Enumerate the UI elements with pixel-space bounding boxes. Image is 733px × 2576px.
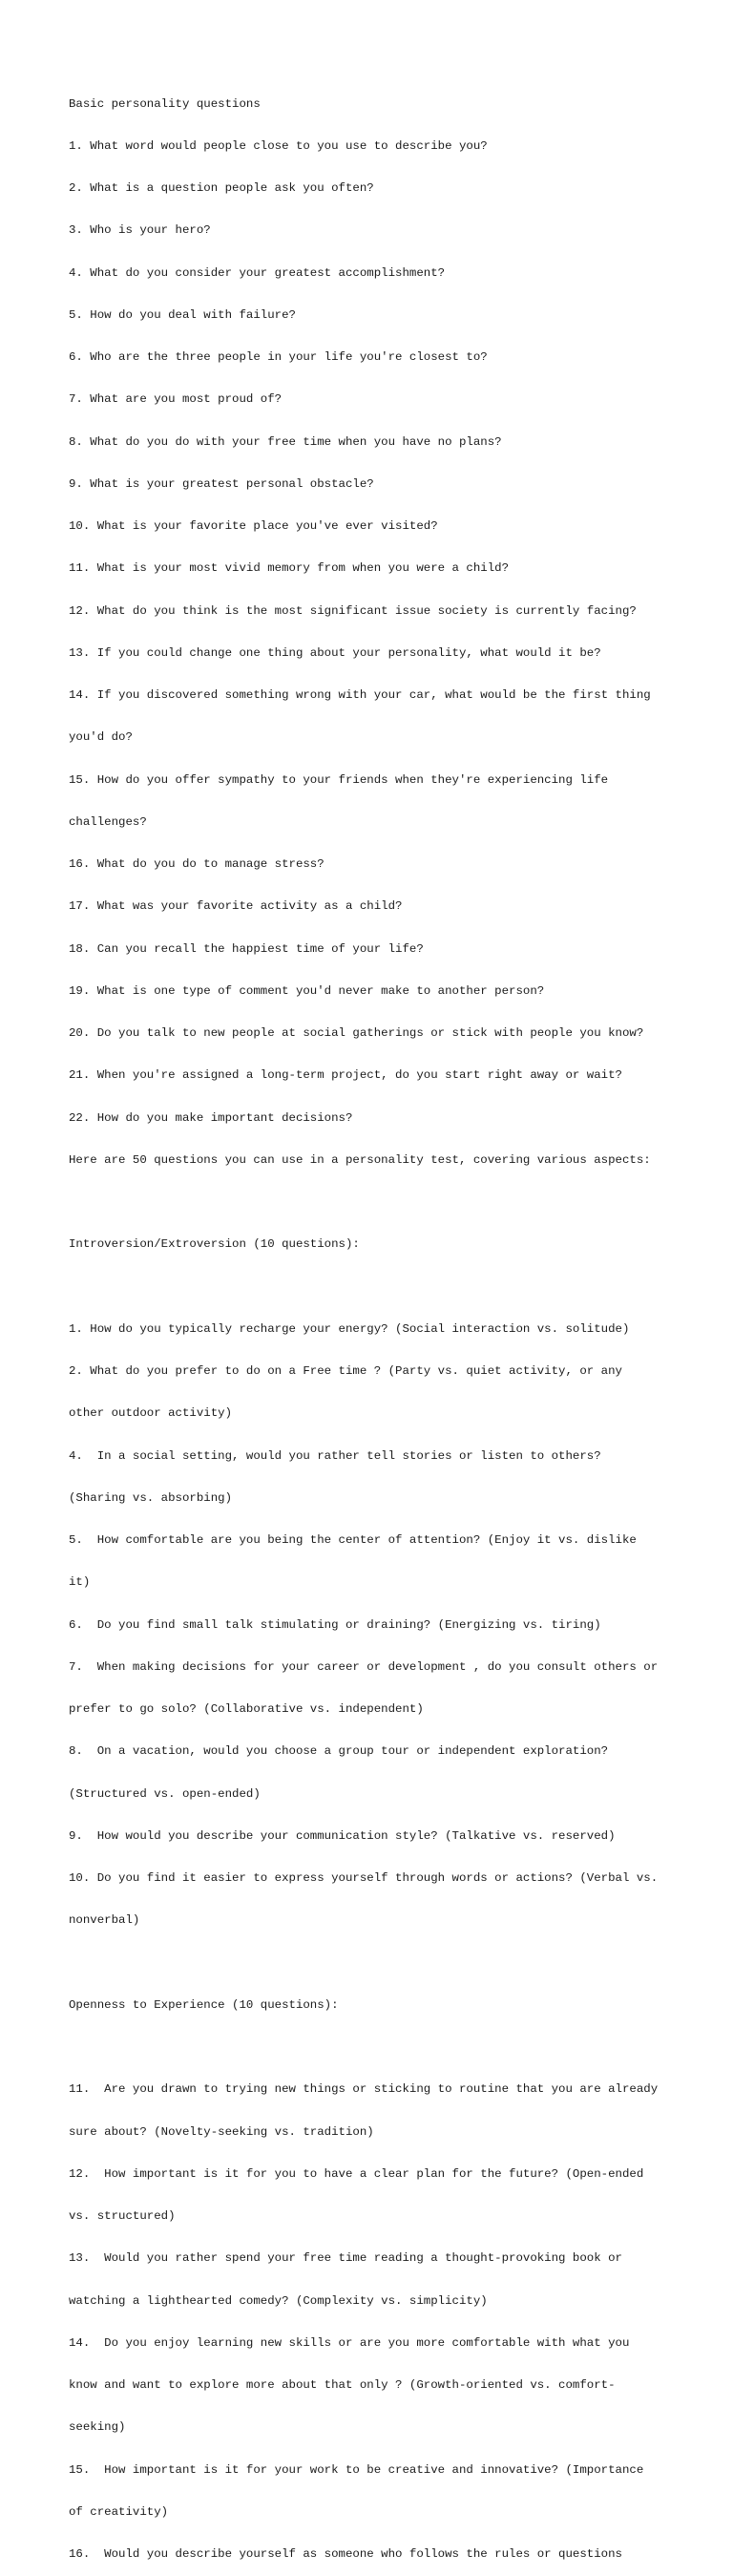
text-line: 12. How important is it for you to have a clear plan for the future? (Open-ended xyxy=(69,2166,644,2181)
text-line: vs. structured) xyxy=(69,2209,176,2223)
text-line: 14. If you discovered something wrong with your car, what would be the first thing xyxy=(69,688,651,702)
text-line: 15. How important is it for your work to be creative and innovative? (Importance xyxy=(69,2462,644,2477)
text-line: 6. Do you find small talk stimulating or draining? (Energizing vs. tiring) xyxy=(69,1617,601,1632)
text-line: 22. How do you make important decisions? xyxy=(69,1110,353,1125)
text-line: 4. In a social setting, would you rather tell stories or listen to others? xyxy=(69,1448,601,1463)
text-line: 10. What is your favorite place you've ever visited? xyxy=(69,519,438,533)
text-line: it) xyxy=(69,1575,91,1590)
text-line: 19. What is one type of comment you'd never make to another person? xyxy=(69,983,545,998)
blank-line xyxy=(69,1956,680,1971)
text-line: 15. How do you offer sympathy to your friends when they're experiencing life xyxy=(69,772,609,787)
text-line: 13. Would you rather spend your free time reading a thought-provoking book or xyxy=(69,2251,622,2266)
text-line: 18. Can you recall the happiest time of your life? xyxy=(69,941,424,956)
text-line: challenges? xyxy=(69,814,147,829)
text-line: 20. Do you talk to new people at social gatherings or stick with people you know? xyxy=(69,1026,644,1040)
text-line: seeking) xyxy=(69,2420,126,2435)
text-line: 16. Would you describe yourself as someone who follows the rules or questions xyxy=(69,2547,622,2561)
text-line: 5. How comfortable are you being the center of attention? (Enjoy it vs. dislike xyxy=(69,1533,637,1547)
text-line: (Structured vs. open-ended) xyxy=(69,1786,261,1801)
text-line: 5. How do you deal with failure? xyxy=(69,307,296,322)
text-line: 21. When you're assigned a long-term project, do you start right away or wait? xyxy=(69,1068,622,1083)
text-line: 1. What word would people close to you use to describe you? xyxy=(69,138,488,153)
text-line: 11. Are you drawn to trying new things or sticking to routine that you are already xyxy=(69,2082,659,2097)
section-heading: Openness to Experience (10 questions): xyxy=(69,1997,339,2012)
text-line: watching a lighthearted comedy? (Complexity vs. simplicity) xyxy=(69,2293,488,2308)
text-line: other outdoor activity) xyxy=(69,1406,233,1421)
text-line: 8. What do you do with your free time when you have no plans? xyxy=(69,434,502,449)
text-line: 2. What do you prefer to do on a Free time ? (Party vs. quiet activity, or any xyxy=(69,1364,622,1378)
text-line: know and want to explore more about that only ? (Growth-oriented vs. comfort- xyxy=(69,2378,616,2392)
text-line: 12. What do you think is the most significant issue society is currently facing? xyxy=(69,603,637,618)
blank-line xyxy=(69,1280,680,1295)
text-line: you'd do? xyxy=(69,730,133,745)
section-heading: Introversion/Extroversion (10 questions): xyxy=(69,1237,360,1252)
text-line: 7. When making decisions for your career or development , do you consult others or xyxy=(69,1659,659,1674)
text-line: 14. Do you enjoy learning new skills or are you more comfortable with what you xyxy=(69,2335,630,2350)
text-line: 2. What is a question people ask you often? xyxy=(69,181,374,195)
text-line: 4. What do you consider your greatest accomplishment? xyxy=(69,265,446,280)
text-line: 1. How do you typically recharge your energy? (Social interaction vs. solitude) xyxy=(69,1321,630,1336)
blank-line xyxy=(69,2040,680,2055)
text-line: 3. Who is your hero? xyxy=(69,223,211,238)
text-line: 6. Who are the three people in your life you're closest to? xyxy=(69,350,488,364)
text-line: 10. Do you find it easier to express yourself through words or actions? (Verbal vs. xyxy=(69,1871,659,1885)
text-line: 8. On a vacation, would you choose a group tour or independent exploration? xyxy=(69,1744,609,1759)
text-line: 16. What do you do to manage stress? xyxy=(69,857,325,871)
text-line: prefer to go solo? (Collaborative vs. independent) xyxy=(69,1702,424,1716)
text-line: 11. What is your most vivid memory from when you were a child? xyxy=(69,561,510,576)
document-page xyxy=(69,69,680,2576)
text-line: sure about? (Novelty-seeking vs. tradition) xyxy=(69,2124,374,2139)
document-title: Basic personality questions xyxy=(69,96,261,111)
text-line: 13. If you could change one thing about your personality, what would it be? xyxy=(69,645,601,660)
text-line: 9. How would you describe your communication style? (Talkative vs. reserved) xyxy=(69,1828,616,1843)
text-line: Here are 50 questions you can use in a personality test, covering various aspects: xyxy=(69,1152,651,1167)
text-line: 17. What was your favorite activity as a child? xyxy=(69,899,403,914)
text-line: of creativity) xyxy=(69,2504,169,2519)
text-line: 7. What are you most proud of? xyxy=(69,392,283,407)
text-line: 9. What is your greatest personal obstacle? xyxy=(69,476,374,491)
text-line: (Sharing vs. absorbing) xyxy=(69,1490,233,1505)
blank-line xyxy=(69,1195,680,1210)
text-line: nonverbal) xyxy=(69,1913,140,1928)
